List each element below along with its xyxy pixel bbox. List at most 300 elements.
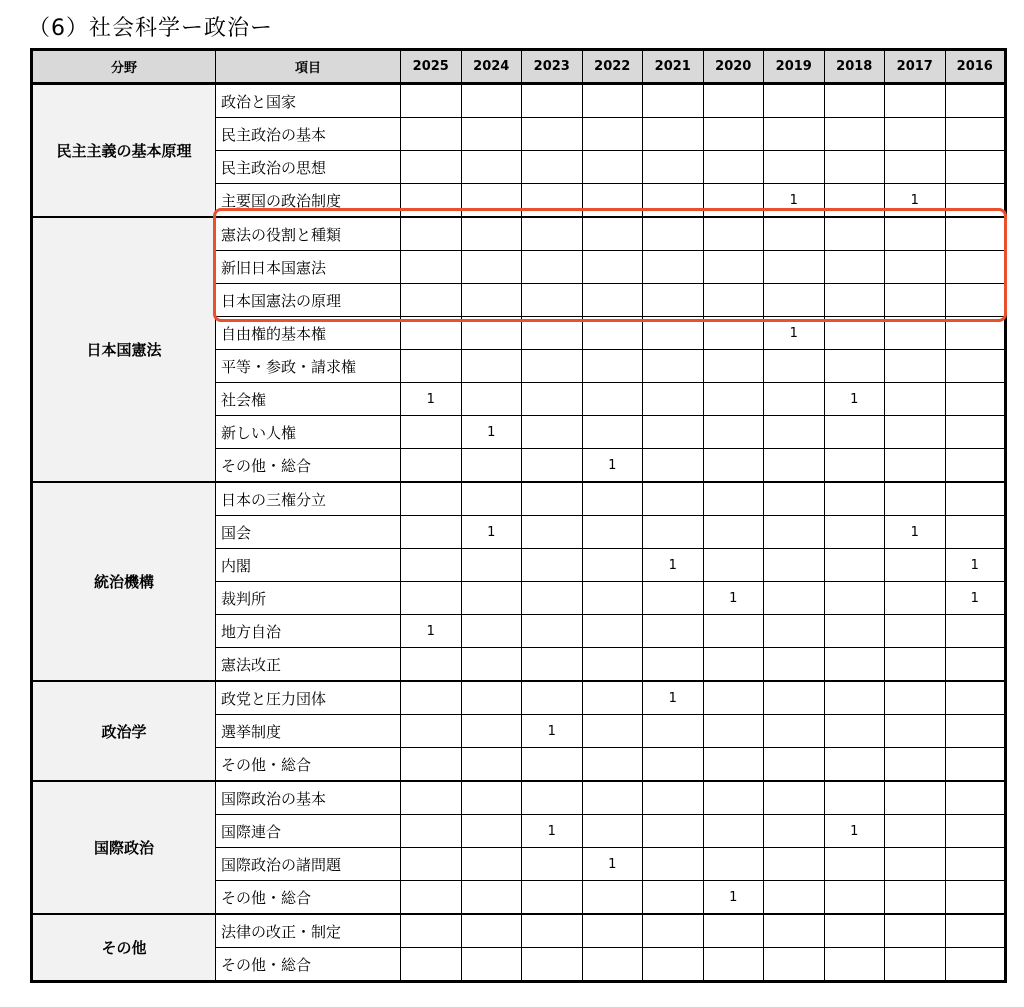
count-cell xyxy=(522,648,583,682)
count-cell xyxy=(401,715,462,748)
count-cell xyxy=(824,681,885,715)
count-cell xyxy=(643,781,704,815)
count-cell xyxy=(703,416,764,449)
count-cell: 1 xyxy=(522,715,583,748)
count-cell xyxy=(582,217,643,251)
count-cell xyxy=(945,151,1006,184)
count-cell xyxy=(401,648,462,682)
count-cell: 1 xyxy=(764,184,825,218)
count-cell xyxy=(522,383,583,416)
count-cell xyxy=(461,350,522,383)
count-cell xyxy=(401,317,462,350)
count-cell xyxy=(764,914,825,948)
count-cell xyxy=(703,284,764,317)
count-cell xyxy=(824,582,885,615)
count-cell xyxy=(582,84,643,118)
count-cell xyxy=(643,815,704,848)
count-cell xyxy=(522,748,583,782)
count-cell xyxy=(824,184,885,218)
count-cell xyxy=(401,748,462,782)
count-cell xyxy=(461,449,522,483)
count-cell xyxy=(764,383,825,416)
count-cell xyxy=(885,848,946,881)
count-cell xyxy=(945,681,1006,715)
item-cell: 主要国の政治制度 xyxy=(216,184,401,218)
count-cell xyxy=(885,350,946,383)
count-cell xyxy=(703,350,764,383)
count-cell: 1 xyxy=(582,848,643,881)
count-cell xyxy=(824,118,885,151)
count-cell xyxy=(401,815,462,848)
count-cell: 1 xyxy=(643,549,704,582)
item-cell: 日本の三権分立 xyxy=(216,482,401,516)
count-cell xyxy=(582,615,643,648)
count-cell xyxy=(703,648,764,682)
count-cell xyxy=(885,648,946,682)
count-cell xyxy=(824,84,885,118)
item-cell: 地方自治 xyxy=(216,615,401,648)
count-cell xyxy=(945,881,1006,915)
count-cell xyxy=(824,317,885,350)
count-cell: 1 xyxy=(885,516,946,549)
count-cell xyxy=(764,948,825,982)
item-cell: 内閣 xyxy=(216,549,401,582)
count-cell xyxy=(703,482,764,516)
count-cell xyxy=(522,482,583,516)
count-cell xyxy=(643,748,704,782)
category-cell: 国際政治 xyxy=(32,781,216,914)
header-year: 2020 xyxy=(703,50,764,84)
count-cell xyxy=(824,416,885,449)
count-cell xyxy=(401,914,462,948)
category-cell: 統治機構 xyxy=(32,482,216,681)
count-cell xyxy=(703,449,764,483)
count-cell xyxy=(885,615,946,648)
count-cell xyxy=(401,184,462,218)
count-cell xyxy=(945,615,1006,648)
count-cell xyxy=(522,582,583,615)
count-cell xyxy=(824,781,885,815)
count-cell xyxy=(885,84,946,118)
count-cell xyxy=(643,615,704,648)
count-cell xyxy=(945,715,1006,748)
count-cell xyxy=(401,549,462,582)
count-cell xyxy=(703,748,764,782)
count-cell xyxy=(764,681,825,715)
count-cell xyxy=(703,151,764,184)
count-cell xyxy=(945,781,1006,815)
count-cell xyxy=(885,881,946,915)
count-cell xyxy=(764,582,825,615)
count-cell xyxy=(824,881,885,915)
count-cell xyxy=(945,482,1006,516)
count-cell xyxy=(461,151,522,184)
table-container xyxy=(30,48,1004,986)
count-cell xyxy=(885,118,946,151)
item-cell: 国際政治の基本 xyxy=(216,781,401,815)
header-year: 2022 xyxy=(582,50,643,84)
count-cell xyxy=(945,217,1006,251)
count-cell xyxy=(643,251,704,284)
count-cell xyxy=(945,748,1006,782)
count-cell xyxy=(522,184,583,218)
count-cell xyxy=(401,848,462,881)
count-cell xyxy=(401,251,462,284)
header-year: 2025 xyxy=(401,50,462,84)
count-cell xyxy=(522,449,583,483)
exam-frequency-table xyxy=(30,48,1007,983)
item-cell: その他・総合 xyxy=(216,948,401,982)
count-cell xyxy=(945,516,1006,549)
count-cell xyxy=(885,948,946,982)
category-cell: その他 xyxy=(32,914,216,982)
count-cell xyxy=(461,251,522,284)
count-cell xyxy=(401,681,462,715)
count-cell xyxy=(885,549,946,582)
count-cell xyxy=(401,118,462,151)
count-cell xyxy=(764,482,825,516)
table-row xyxy=(32,914,1006,948)
table-row xyxy=(32,482,1006,516)
count-cell xyxy=(764,848,825,881)
count-cell xyxy=(582,914,643,948)
count-cell xyxy=(401,217,462,251)
count-cell xyxy=(643,184,704,218)
header-year: 2021 xyxy=(643,50,704,84)
item-cell: 法律の改正・制定 xyxy=(216,914,401,948)
count-cell xyxy=(522,881,583,915)
item-cell: 社会権 xyxy=(216,383,401,416)
count-cell xyxy=(945,948,1006,982)
count-cell xyxy=(461,383,522,416)
count-cell xyxy=(703,549,764,582)
count-cell xyxy=(643,151,704,184)
count-cell xyxy=(885,715,946,748)
count-cell xyxy=(764,715,825,748)
item-cell: 国際政治の諸問題 xyxy=(216,848,401,881)
count-cell xyxy=(824,748,885,782)
category-cell: 民主主義の基本原理 xyxy=(32,84,216,218)
count-cell xyxy=(582,781,643,815)
count-cell xyxy=(643,217,704,251)
count-cell xyxy=(643,482,704,516)
item-cell: 自由権的基本権 xyxy=(216,317,401,350)
count-cell xyxy=(582,251,643,284)
item-cell: 選挙制度 xyxy=(216,715,401,748)
count-cell xyxy=(522,151,583,184)
count-cell xyxy=(461,815,522,848)
count-cell xyxy=(522,848,583,881)
count-cell xyxy=(461,648,522,682)
count-cell: 1 xyxy=(461,516,522,549)
header-item: 項目 xyxy=(216,50,401,84)
count-cell xyxy=(461,881,522,915)
count-cell xyxy=(764,251,825,284)
count-cell xyxy=(764,416,825,449)
item-cell: 憲法改正 xyxy=(216,648,401,682)
count-cell xyxy=(582,715,643,748)
count-cell xyxy=(764,748,825,782)
count-cell xyxy=(703,715,764,748)
count-cell xyxy=(885,251,946,284)
item-cell: 政治と国家 xyxy=(216,84,401,118)
count-cell xyxy=(824,516,885,549)
item-cell: 日本国憲法の原理 xyxy=(216,284,401,317)
count-cell xyxy=(582,350,643,383)
count-cell xyxy=(764,781,825,815)
count-cell xyxy=(703,848,764,881)
count-cell: 1 xyxy=(764,317,825,350)
count-cell xyxy=(582,748,643,782)
count-cell xyxy=(522,914,583,948)
count-cell xyxy=(703,681,764,715)
count-cell xyxy=(582,549,643,582)
count-cell xyxy=(885,449,946,483)
count-cell xyxy=(703,84,764,118)
count-cell: 1 xyxy=(945,549,1006,582)
count-cell xyxy=(522,549,583,582)
table-body xyxy=(32,84,1006,982)
count-cell xyxy=(885,781,946,815)
count-cell xyxy=(401,416,462,449)
count-cell xyxy=(764,648,825,682)
count-cell xyxy=(703,516,764,549)
count-cell xyxy=(945,84,1006,118)
count-cell xyxy=(885,151,946,184)
count-cell xyxy=(643,284,704,317)
count-cell xyxy=(703,914,764,948)
header-year: 2019 xyxy=(764,50,825,84)
count-cell xyxy=(764,118,825,151)
count-cell xyxy=(703,217,764,251)
category-cell: 政治学 xyxy=(32,681,216,781)
count-cell xyxy=(643,449,704,483)
count-cell xyxy=(764,881,825,915)
count-cell xyxy=(885,416,946,449)
count-cell xyxy=(582,648,643,682)
count-cell xyxy=(461,482,522,516)
header-year: 2017 xyxy=(885,50,946,84)
count-cell xyxy=(824,482,885,516)
count-cell xyxy=(945,350,1006,383)
count-cell: 1 xyxy=(703,881,764,915)
count-cell xyxy=(582,383,643,416)
count-cell xyxy=(764,217,825,251)
count-cell xyxy=(401,582,462,615)
count-cell xyxy=(643,516,704,549)
count-cell xyxy=(824,217,885,251)
count-cell xyxy=(401,449,462,483)
count-cell xyxy=(582,815,643,848)
count-cell xyxy=(582,482,643,516)
count-cell xyxy=(582,317,643,350)
count-cell xyxy=(885,383,946,416)
count-cell xyxy=(461,681,522,715)
count-cell xyxy=(401,516,462,549)
count-cell xyxy=(643,84,704,118)
count-cell xyxy=(885,681,946,715)
item-cell: 新しい人権 xyxy=(216,416,401,449)
count-cell xyxy=(885,482,946,516)
item-cell: 民主政治の基本 xyxy=(216,118,401,151)
item-cell: その他・総合 xyxy=(216,881,401,915)
category-cell: 日本国憲法 xyxy=(32,217,216,482)
count-cell xyxy=(643,317,704,350)
count-cell xyxy=(401,151,462,184)
count-cell xyxy=(401,284,462,317)
header-year: 2024 xyxy=(461,50,522,84)
count-cell xyxy=(703,251,764,284)
count-cell: 1 xyxy=(401,615,462,648)
count-cell xyxy=(945,317,1006,350)
count-cell xyxy=(461,217,522,251)
count-cell xyxy=(643,383,704,416)
count-cell xyxy=(945,284,1006,317)
count-cell xyxy=(764,549,825,582)
count-cell xyxy=(764,449,825,483)
count-cell xyxy=(885,217,946,251)
count-cell xyxy=(885,748,946,782)
count-cell xyxy=(945,118,1006,151)
item-cell: 裁判所 xyxy=(216,582,401,615)
count-cell: 1 xyxy=(824,815,885,848)
count-cell xyxy=(945,815,1006,848)
count-cell: 1 xyxy=(885,184,946,218)
count-cell xyxy=(522,118,583,151)
count-cell xyxy=(703,184,764,218)
count-cell xyxy=(522,317,583,350)
count-cell xyxy=(582,184,643,218)
item-cell: 新旧日本国憲法 xyxy=(216,251,401,284)
count-cell xyxy=(582,582,643,615)
count-cell xyxy=(461,914,522,948)
count-cell xyxy=(703,118,764,151)
count-cell xyxy=(824,648,885,682)
count-cell xyxy=(401,350,462,383)
count-cell xyxy=(824,151,885,184)
count-cell xyxy=(401,948,462,982)
count-cell xyxy=(764,284,825,317)
count-cell xyxy=(582,416,643,449)
count-cell xyxy=(461,184,522,218)
count-cell xyxy=(582,118,643,151)
count-cell: 1 xyxy=(401,383,462,416)
count-cell xyxy=(461,615,522,648)
count-cell xyxy=(885,815,946,848)
count-cell xyxy=(522,217,583,251)
count-cell xyxy=(764,615,825,648)
header-row xyxy=(32,50,1006,84)
header-year: 2023 xyxy=(522,50,583,84)
count-cell xyxy=(764,815,825,848)
header-year: 2018 xyxy=(824,50,885,84)
item-cell: 国会 xyxy=(216,516,401,549)
count-cell xyxy=(461,848,522,881)
item-cell: 国際連合 xyxy=(216,815,401,848)
count-cell xyxy=(945,251,1006,284)
count-cell: 1 xyxy=(945,582,1006,615)
count-cell xyxy=(703,615,764,648)
count-cell xyxy=(522,416,583,449)
count-cell xyxy=(945,383,1006,416)
count-cell xyxy=(945,848,1006,881)
table-row xyxy=(32,217,1006,251)
count-cell xyxy=(824,615,885,648)
count-cell: 1 xyxy=(582,449,643,483)
table-row xyxy=(32,781,1006,815)
count-cell xyxy=(461,715,522,748)
count-cell xyxy=(461,748,522,782)
count-cell xyxy=(824,948,885,982)
count-cell xyxy=(582,681,643,715)
count-cell xyxy=(824,549,885,582)
count-cell xyxy=(643,350,704,383)
count-cell xyxy=(764,516,825,549)
count-cell: 1 xyxy=(824,383,885,416)
count-cell xyxy=(643,118,704,151)
count-cell xyxy=(824,848,885,881)
count-cell xyxy=(764,84,825,118)
count-cell xyxy=(522,948,583,982)
count-cell xyxy=(522,615,583,648)
header-category: 分野 xyxy=(32,50,216,84)
count-cell: 1 xyxy=(522,815,583,848)
count-cell xyxy=(522,84,583,118)
count-cell xyxy=(824,251,885,284)
count-cell: 1 xyxy=(643,681,704,715)
count-cell xyxy=(824,284,885,317)
count-cell xyxy=(461,317,522,350)
count-cell xyxy=(885,284,946,317)
count-cell xyxy=(643,582,704,615)
count-cell xyxy=(461,582,522,615)
count-cell xyxy=(643,881,704,915)
count-cell xyxy=(582,881,643,915)
count-cell xyxy=(945,648,1006,682)
count-cell xyxy=(643,914,704,948)
count-cell xyxy=(703,815,764,848)
count-cell xyxy=(945,914,1006,948)
count-cell xyxy=(461,118,522,151)
count-cell xyxy=(461,284,522,317)
count-cell xyxy=(522,251,583,284)
count-cell xyxy=(643,648,704,682)
count-cell xyxy=(824,350,885,383)
item-cell: 民主政治の思想 xyxy=(216,151,401,184)
count-cell xyxy=(643,416,704,449)
count-cell xyxy=(582,948,643,982)
page-title: （6）社会科学ー政治ー xyxy=(28,16,273,41)
count-cell xyxy=(824,715,885,748)
item-cell: その他・総合 xyxy=(216,449,401,483)
table-row xyxy=(32,681,1006,715)
count-cell xyxy=(824,914,885,948)
count-cell xyxy=(764,350,825,383)
count-cell xyxy=(643,948,704,982)
count-cell xyxy=(824,449,885,483)
item-cell: 政党と圧力団体 xyxy=(216,681,401,715)
count-cell xyxy=(582,151,643,184)
count-cell xyxy=(522,681,583,715)
header-year: 2016 xyxy=(945,50,1006,84)
count-cell xyxy=(764,151,825,184)
count-cell xyxy=(461,549,522,582)
count-cell xyxy=(885,582,946,615)
count-cell xyxy=(703,383,764,416)
count-cell xyxy=(461,948,522,982)
count-cell xyxy=(945,184,1006,218)
count-cell xyxy=(582,284,643,317)
